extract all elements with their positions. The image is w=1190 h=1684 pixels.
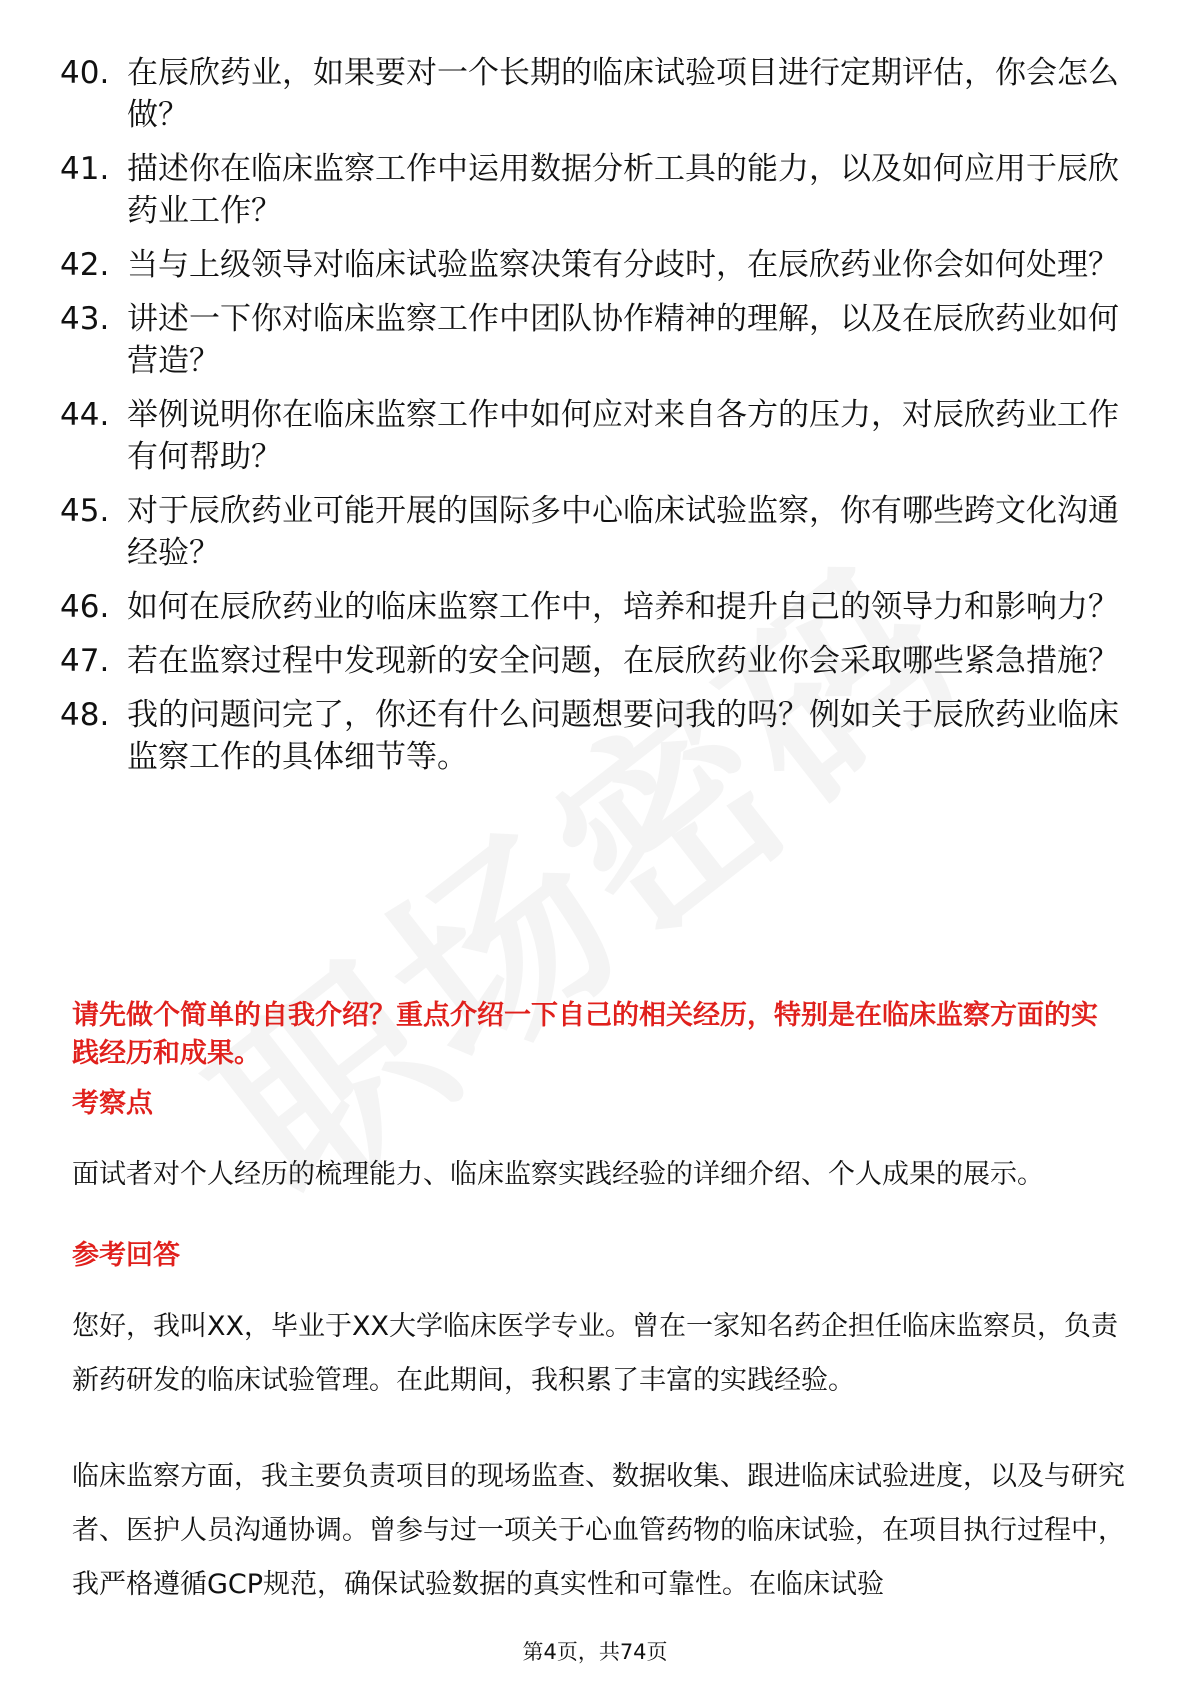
question-item [60, 52, 1120, 136]
question-text: 如何在辰欣药业的临床监察工作中，培养和提升自己的领导力和影响力？ [127, 589, 1119, 625]
answer-paragraph: 临床监察方面，我主要负责项目的现场监查、数据收集、跟进临床试验进度，以及与研究者、医护人员沟通协调。曾参与过一项关于心血管药物的临床试验，在项目执行过程中，我严格遵循GCP规范，确保试验数据的真实性和可靠性。在临床试验 [72, 1461, 1125, 1600]
page-footer: 第4页，共74页 [522, 1640, 668, 1664]
exam-point-text: 面试者对个人经历的梳理能力、临床监察实践经验的详细介绍、个人成果的展示。 [72, 1159, 1044, 1190]
question-text: 在辰欣药业，如果要对一个长期的临床试验项目进行定期评估，你会怎么做？ [127, 55, 1119, 133]
question-item [60, 148, 1120, 232]
reference-answer-title: 参考回答 [72, 1240, 180, 1271]
question-text: 讲述一下你对临床监察工作中团队协作精神的理解，以及在辰欣药业如何营造？ [127, 301, 1119, 379]
highlight-question: 请先做个简单的自我介绍？重点介绍一下自己的相关经历，特别是在临床监察方面的实践经历和成果。 [72, 1000, 1098, 1069]
answer-paragraph: 您好，我叫XX，毕业于XX大学临床医学专业。曾在一家知名药企担任临床监察员，负责新药研发的临床试验管理。在此期间，我积累了丰富的实践经验。 [72, 1311, 1118, 1396]
question-number: 41. [60, 151, 110, 187]
question-item [60, 586, 1120, 628]
question-item [60, 490, 1120, 574]
question-text: 描述你在临床监察工作中运用数据分析工具的能力，以及如何应用于辰欣药业工作？ [127, 151, 1119, 229]
question-number: 43. [60, 301, 110, 337]
question-number: 42. [60, 247, 110, 283]
question-text: 举例说明你在临床监察工作中如何应对来自各方的压力，对辰欣药业工作有何帮助？ [127, 397, 1119, 475]
question-number: 40. [60, 55, 110, 91]
question-number: 46. [60, 589, 110, 625]
exam-point-title: 考察点 [72, 1088, 153, 1119]
question-text: 对于辰欣药业可能开展的国际多中心临床试验监察，你有哪些跨文化沟通经验？ [127, 493, 1119, 571]
question-list [60, 52, 1120, 790]
question-item [60, 244, 1120, 286]
question-item [60, 298, 1120, 382]
question-number: 45. [60, 493, 110, 529]
question-item [60, 394, 1120, 478]
question-item [60, 694, 1120, 778]
question-number: 48. [60, 697, 110, 733]
question-number: 44. [60, 397, 110, 433]
question-item [60, 640, 1120, 682]
question-text: 若在监察过程中发现新的安全问题，在辰欣药业你会采取哪些紧急措施？ [127, 643, 1119, 679]
question-text: 我的问题问完了，你还有什么问题想要问我的吗？例如关于辰欣药业临床监察工作的具体细节等。 [127, 697, 1119, 775]
question-number: 47. [60, 643, 110, 679]
question-text: 当与上级领导对临床试验监察决策有分歧时，在辰欣药业你会如何处理？ [127, 247, 1119, 283]
